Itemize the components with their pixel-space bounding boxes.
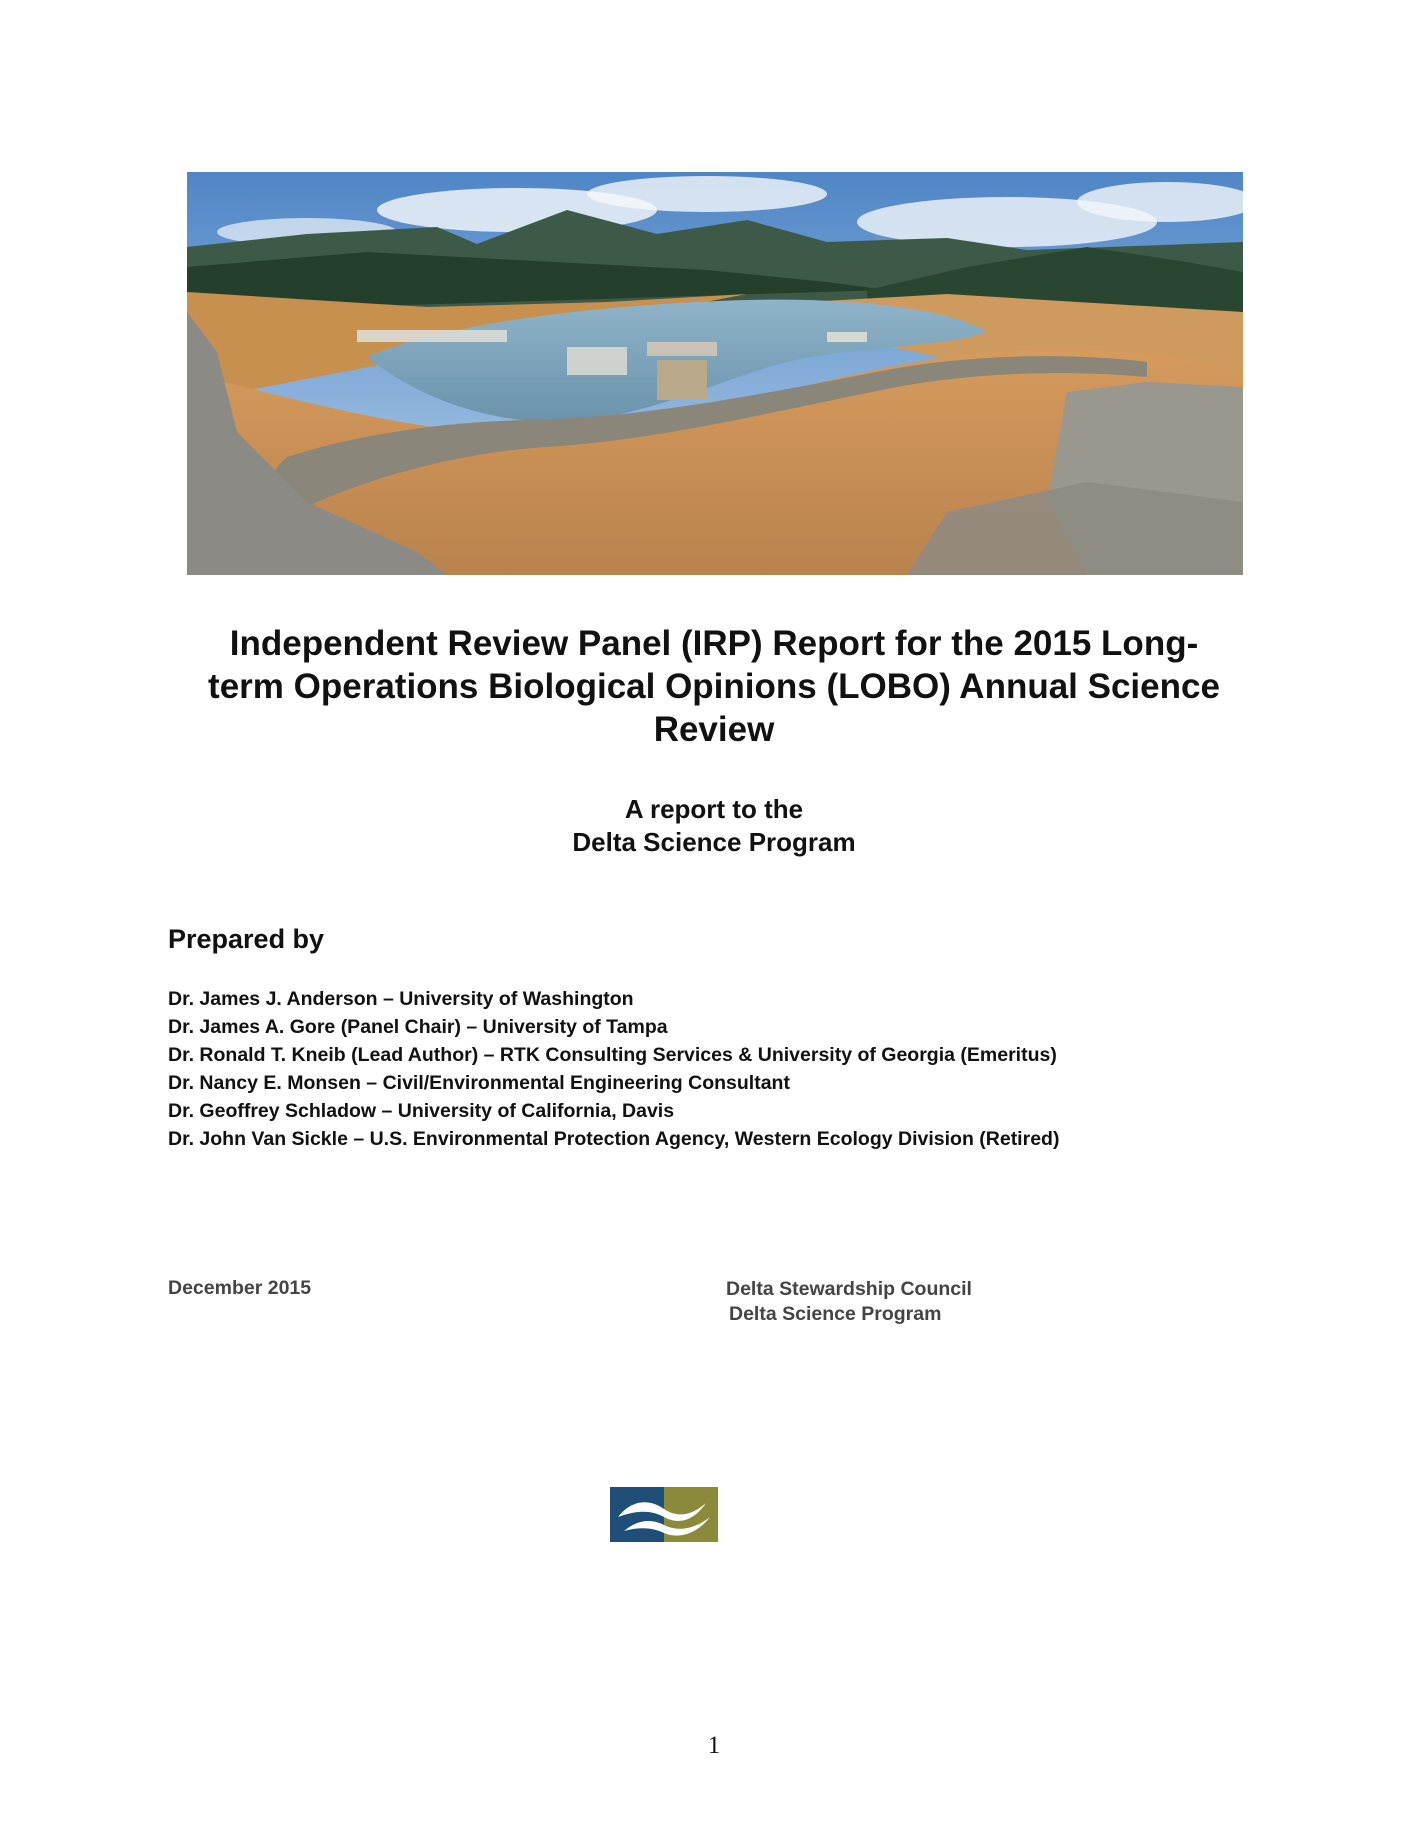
- report-subtitle: [150, 793, 1278, 859]
- author-item: Dr. Ronald T. Kneib (Lead Author) – RTK Consulting Services & University of Georgia (Emeritus): [168, 1044, 1057, 1066]
- report-date: December 2015: [168, 1277, 312, 1299]
- author-item: Dr. Geoffrey Schladow – University of California, Davis: [168, 1100, 675, 1122]
- title-line-3: Review: [653, 710, 775, 749]
- title-line-2: term Operations Biological Opinions (LOBO) Annual Science: [208, 667, 1220, 706]
- subtitle-line-2: Delta Science Program: [572, 827, 856, 857]
- delta-stewardship-council-logo: [610, 1487, 718, 1542]
- author-item: Dr. John Van Sickle – U.S. Environmental Protection Agency, Western Ecology Division (Retired): [168, 1128, 1060, 1150]
- cover-photo: [187, 172, 1243, 575]
- publisher-line-2: Delta Science Program: [729, 1303, 942, 1325]
- publisher-block: [726, 1277, 972, 1327]
- subtitle-line-1: A report to the: [624, 794, 804, 824]
- prepared-by-heading: Prepared by: [168, 924, 325, 954]
- wave-logo-icon: [610, 1487, 718, 1542]
- author-item: Dr. James J. Anderson – University of Washington: [168, 988, 634, 1010]
- page-number: 1: [707, 1732, 721, 1759]
- reservoir-landscape-image: [187, 172, 1243, 575]
- report-title: [150, 622, 1278, 751]
- author-item: Dr. Nancy E. Monsen – Civil/Environmental Engineering Consultant: [168, 1072, 790, 1094]
- publisher-line-1: Delta Stewardship Council: [726, 1278, 972, 1300]
- title-line-1: Independent Review Panel (IRP) Report for the 2015 Long-: [229, 624, 1199, 663]
- author-list: [168, 985, 1059, 1153]
- author-item: Dr. James A. Gore (Panel Chair) – University of Tampa: [168, 1016, 668, 1038]
